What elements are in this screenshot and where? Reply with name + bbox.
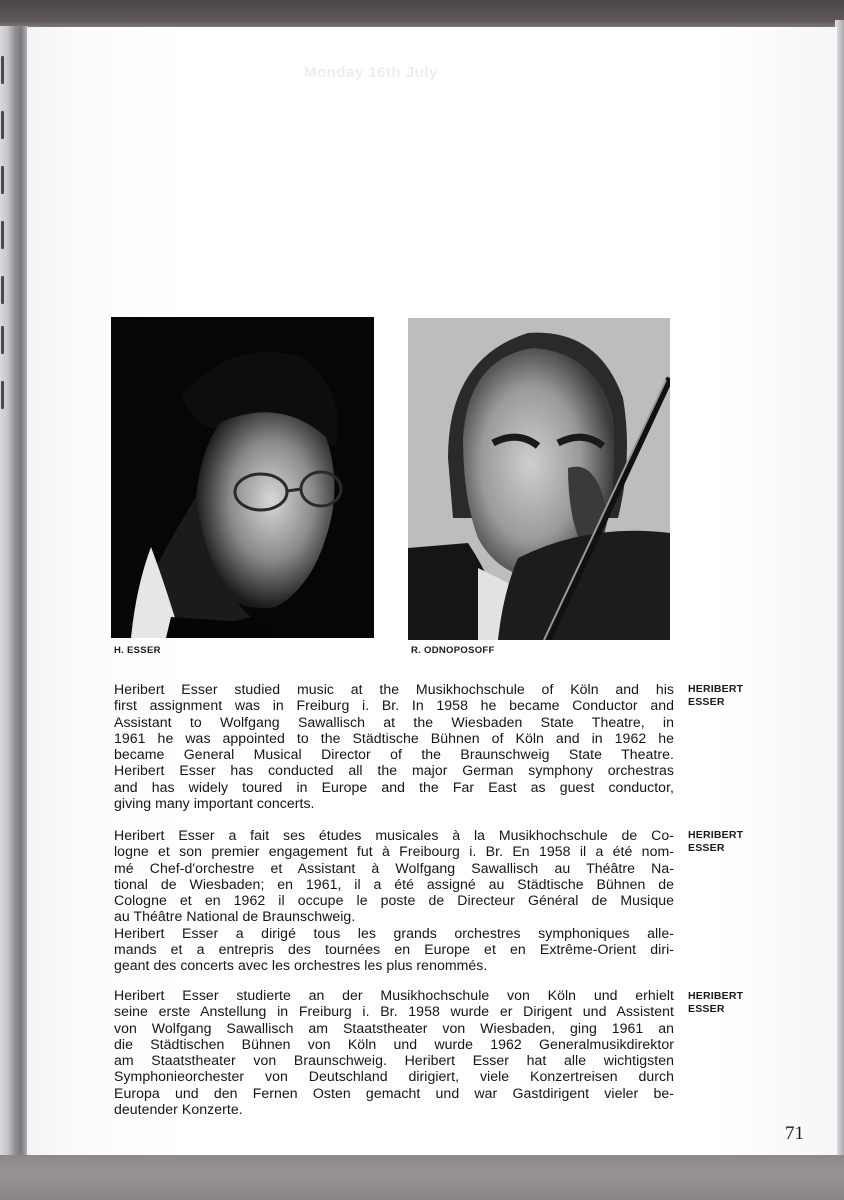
text-line: Heribert Esser has conducted all the major German symphony orchestras [114, 762, 674, 779]
text-line: mands et a entrepris des tournées en Europe et en Extrême-Orient diri- [114, 941, 674, 958]
text-line: seine erste Anstellung in Freiburg i. Br. 1958 wurde er Dirigent und Assistent [114, 1003, 674, 1020]
side-label-line: ESSER [688, 1002, 725, 1015]
text-line: Heribert Esser a fait ses études musicales à la Musikhochschule de Co- [114, 827, 674, 843]
biography-english [114, 681, 674, 811]
photo-h-esser [111, 317, 374, 638]
side-label-english [688, 683, 743, 708]
text-line: and has widely toured in Europe and the Far East as guest conductor, [114, 778, 674, 795]
text-line: Heribert Esser studied music at the Musikhochschule of Köln and his [114, 681, 674, 697]
text-line: au Théâtre National de Braunschweig. [114, 908, 356, 925]
text-line: deutender Konzerte. [114, 1101, 243, 1118]
biography-german [114, 987, 674, 1117]
scanner-background-top [0, 0, 844, 30]
text-line: Symphonieorchester von Deutschland dirigiert, viele Konzertreisen durch [114, 1068, 674, 1085]
side-label-line: ESSER [688, 841, 725, 854]
text-line: first assignment was in Freiburg i. Br. In 1958 he became Conductor and [114, 697, 674, 714]
text-line: 1961 he was appointed to the Städtische Bühnen of Köln and in 1962 he [114, 729, 674, 746]
biography-french [114, 827, 674, 974]
scanner-background-bottom [0, 1155, 844, 1200]
side-label-line: ESSER [688, 695, 725, 708]
text-line: von Wolfgang Sawallisch am Staatstheater von Wiesbaden, ging 1961 an [114, 1019, 674, 1036]
text-line: tional de Wiesbaden; en 1961, il a été assigné au Städtische Bühnen de [114, 875, 674, 892]
page-number: 71 [785, 1123, 804, 1144]
text-line: became General Musical Director of the Braunschweig State Theatre. [114, 746, 674, 763]
bleed-through-heading: Monday 16th July [304, 64, 438, 81]
photo-caption-odnoposoff: R. ODNOPOSOFF [411, 645, 495, 656]
text-line: Europa und den Fernen Osten gemacht und war Gastdirigent vieler be- [114, 1084, 674, 1101]
text-line: die Städtischen Bühnen von Köln und wurde 1962 Generalmusikdirektor [114, 1035, 674, 1052]
text-line: Assistant to Wolfgang Sawallisch at the Wiesbaden State Theatre, in [114, 713, 674, 730]
photo-r-odnoposoff [408, 318, 670, 640]
text-line: logne et son premier engagement fut à Freibourg i. Br. En 1958 il a été nom- [114, 843, 674, 860]
text-line: Heribert Esser a dirigé tous les grands orchestres symphoniques alle- [114, 924, 674, 941]
side-label-line: HERIBERT [688, 829, 744, 841]
side-label-french [688, 829, 743, 854]
side-label-line: HERIBERT [688, 990, 744, 1002]
side-label-german [688, 990, 743, 1015]
text-line: geant des concerts avec les orchestres les plus renommés. [114, 957, 488, 974]
text-line: giving many important concerts. [114, 795, 315, 812]
photo-caption-esser: H. ESSER [114, 645, 161, 656]
text-line: mé Chef-d'orchestre et Assistant à Wolfgang Sawallisch au Théâtre Na- [114, 859, 674, 876]
book-binding [0, 26, 28, 1156]
text-line: Cologne et en 1962 il occupe le poste de Directeur Général de Musique [114, 892, 674, 909]
side-label-line: HERIBERT [688, 683, 744, 695]
text-line: Heribert Esser studierte an der Musikhochschule von Köln und erhielt [114, 987, 674, 1003]
text-line: am Staatstheater von Braunschweig. Heribert Esser hat alle wichtigsten [114, 1052, 674, 1069]
